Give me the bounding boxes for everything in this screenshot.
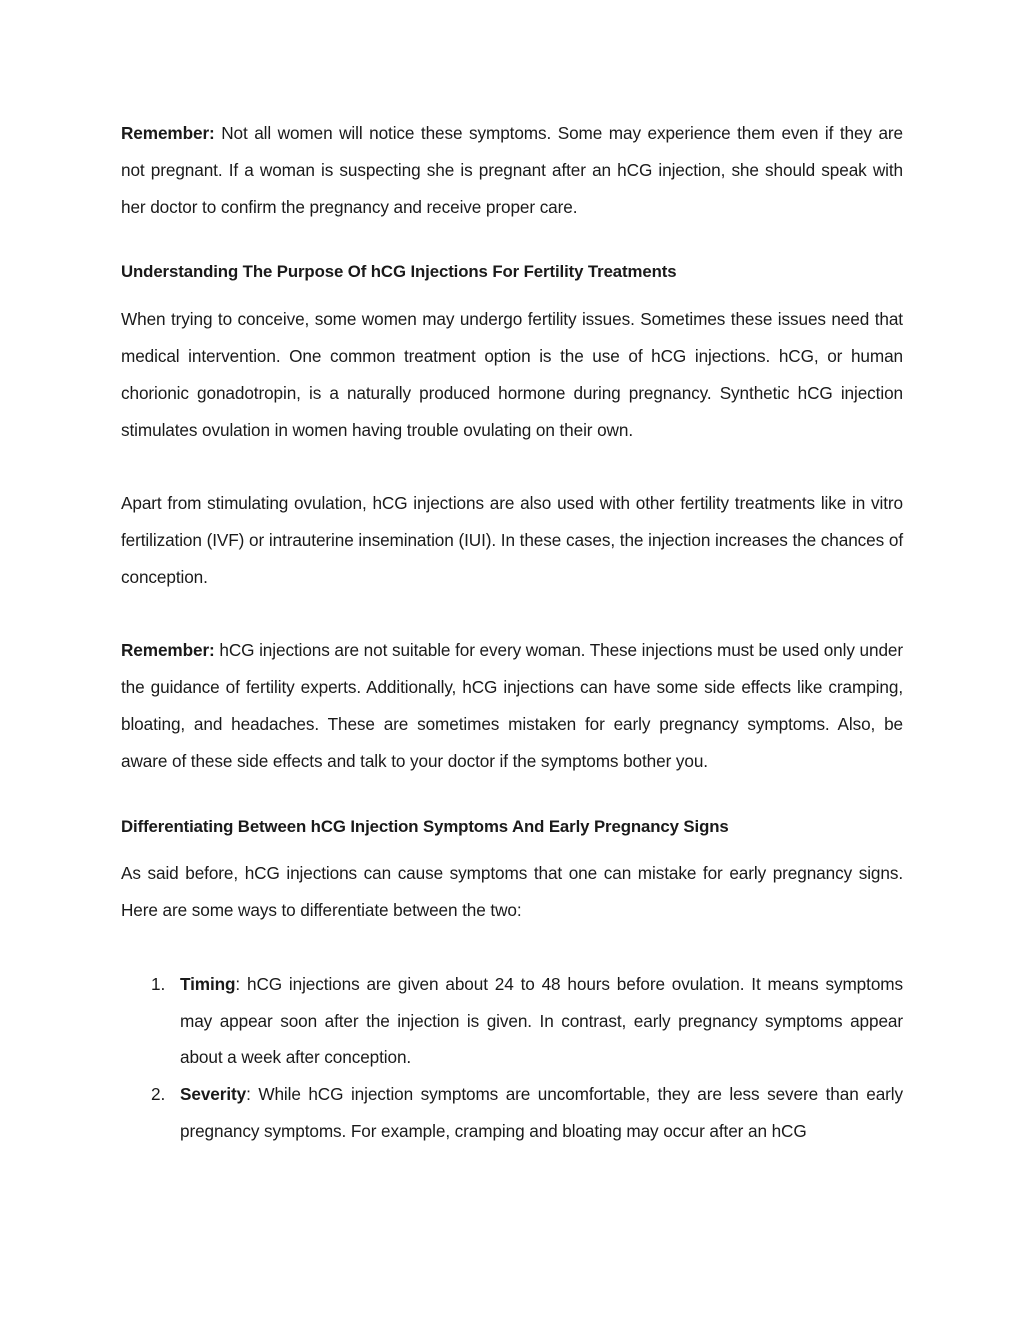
list-item-timing — [121, 966, 903, 1076]
document-page — [121, 115, 903, 1150]
remember-paragraph-1 — [121, 115, 903, 225]
list-number: 1. — [151, 973, 166, 994]
remember-text: hCG injections are not suitable for every woman. These injections must be used only under the guidance of fertility experts. Additionally, hCG injections can have some side effects like cramping, bloating, and headaches. These are sometimes mistaken for early pregnancy symptoms. Also, be aware of these side effects and talk to your doctor if the symptoms bother you. — [121, 640, 903, 771]
remember-label: Remember: — [121, 640, 215, 661]
remember-paragraph-2 — [121, 632, 903, 779]
list-item-text: : hCG injections are given about 24 to 48 hours before ovulation. It means symptoms may appear soon after the injection is given. In contrast, early pregnancy symptoms appear about a week after conception. — [180, 973, 903, 1068]
list-item-label: Timing — [180, 973, 236, 994]
remember-text: Not all women will notice these symptoms. Some may experience them even if they are not pregnant. If a woman is suspecting she is pregnant after an hCG injection, she should speak with her doctor to confirm the pregnancy and receive proper care. — [121, 123, 903, 217]
list-item-label: Severity — [180, 1084, 247, 1105]
list-number: 2. — [151, 1084, 166, 1105]
intro-paragraph: As said before, hCG injections can cause symptoms that one can mistake for early pregnancy signs. Here are some ways to differentiate between the two: — [121, 863, 903, 921]
section-heading-purpose: Understanding The Purpose Of hCG Injections For Fertility Treatments — [121, 262, 677, 282]
ivf-paragraph: Apart from stimulating ovulation, hCG injections are also used with other fertility treatments like in vitro fertilization (IVF) or intrauterine insemination (IUI). In these cases, the injection increases the chances of conception. — [121, 493, 903, 587]
purpose-paragraph: When trying to conceive, some women may undergo fertility issues. Sometimes these issues need that medical intervention. One common treatment option is the use of hCG injections. hCG, or human chorionic gonadotropin, is a naturally produced hormone during pregnancy. Synthetic hCG injection stimulates ovulation in women having trouble ovulating on their own. — [121, 309, 903, 440]
differences-list — [121, 966, 903, 1150]
list-item-severity — [121, 1076, 903, 1150]
list-item-text: : While hCG injection symptoms are uncomfortable, they are less severe than early pregnancy symptoms. For example, cramping and bloating may occur after an hCG — [180, 1084, 903, 1141]
remember-label: Remember: — [121, 123, 215, 143]
section-heading-differentiating: Differentiating Between hCG Injection Symptoms And Early Pregnancy Signs — [121, 816, 729, 836]
